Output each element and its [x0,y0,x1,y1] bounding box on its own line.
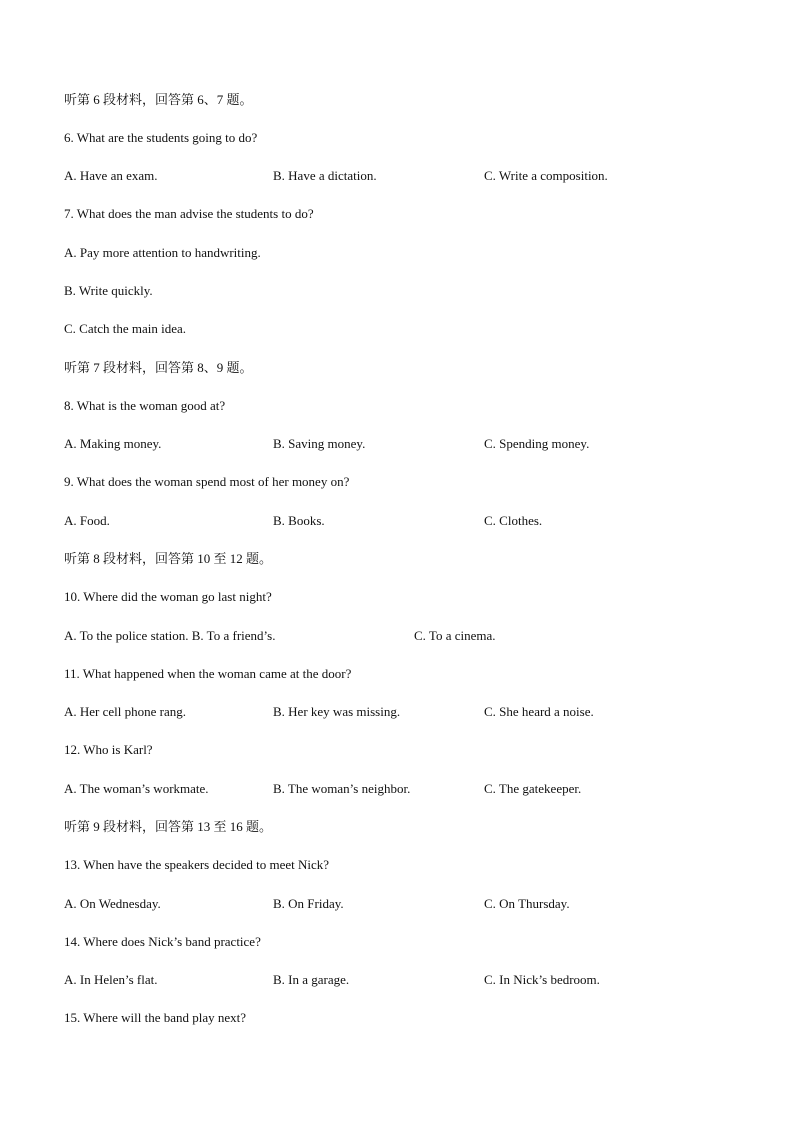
answer-option: B. The woman’s neighbor. [273,781,411,796]
answer-option: C. Spending money. [484,436,590,451]
question-stem: 6. What are the students going to do? [64,130,258,145]
answer-option: C. She heard a noise. [484,704,594,719]
answer-option: A. The woman’s workmate. [64,781,209,796]
question-stem: 12. Who is Karl? [64,742,153,757]
answer-option: A. In Helen’s flat. [64,972,158,987]
answer-option: C. In Nick’s bedroom. [484,972,600,987]
answer-option: C. Write a composition. [484,168,608,183]
question-stem: 14. Where does Nick’s band practice? [64,934,261,949]
answer-option: A. To the police station. B. To a friend’s. [64,628,276,643]
answer-option: B. Books. [273,513,325,528]
question-stem: 13. When have the speakers decided to meet Nick? [64,857,330,872]
answer-option: C. The gatekeeper. [484,781,582,796]
answer-option: A. Pay more attention to handwriting. [64,245,261,260]
answer-option: C. Clothes. [484,513,543,528]
section-heading: 听第 8 段材料，回答第 10 至 12 题。 [64,551,273,566]
question-stem: 11. What happened when the woman came at the door? [64,666,352,681]
answer-option: C. On Thursday. [484,896,570,911]
section-heading: 听第 6 段材料，回答第 6、7 题。 [64,92,253,107]
answer-option: A. Have an exam. [64,168,158,183]
answer-option: C. To a cinema. [414,628,496,643]
question-stem: 9. What does the woman spend most of her money on? [64,474,350,489]
question-stem: 8. What is the woman good at? [64,398,226,413]
answer-option: B. Have a dictation. [273,168,377,183]
question-stem: 7. What does the man advise the students to do? [64,206,314,221]
answer-option: A. Making money. [64,436,162,451]
question-stem: 10. Where did the woman go last night? [64,589,272,604]
section-heading: 听第 7 段材料，回答第 8、9 题。 [64,360,253,375]
section-heading: 听第 9 段材料，回答第 13 至 16 题。 [64,819,273,834]
answer-option: B. In a garage. [273,972,350,987]
answer-option: C. Catch the main idea. [64,321,187,336]
answer-option: B. Write quickly. [64,283,153,298]
answer-option: B. On Friday. [273,896,344,911]
answer-option: A. Food. [64,513,110,528]
answer-option: B. Her key was missing. [273,704,401,719]
question-stem: 15. Where will the band play next? [64,1010,247,1025]
answer-option: A. On Wednesday. [64,896,161,911]
answer-option: B. Saving money. [273,436,366,451]
answer-option: A. Her cell phone rang. [64,704,187,719]
